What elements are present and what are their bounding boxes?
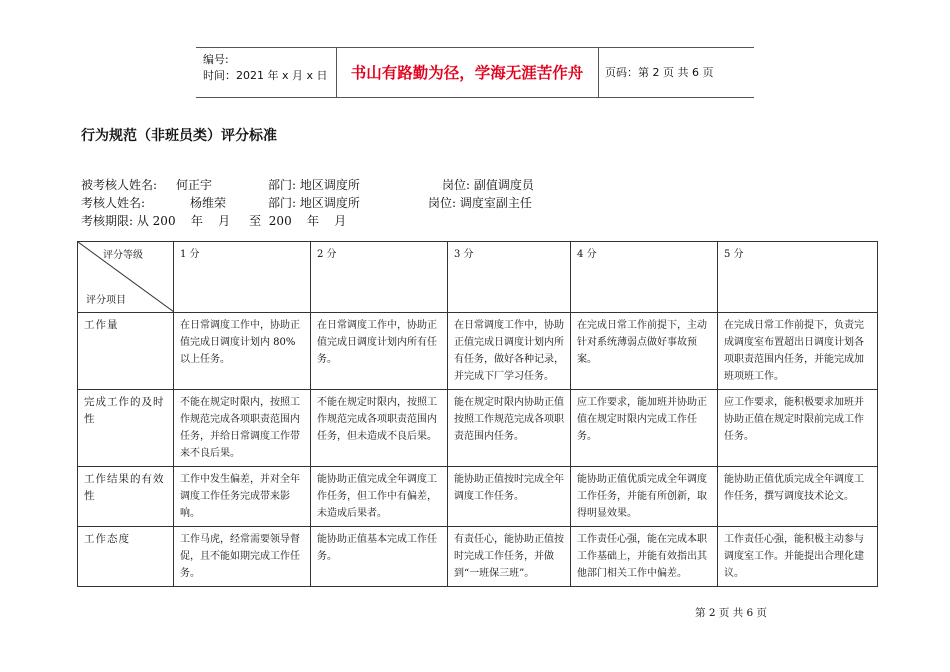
table-cell: 工作责任心强，能在完成本职工作基础上，并能有效指出其他部门相关工作中偏差。 bbox=[571, 527, 718, 587]
table-cell: 在日常调度工作中，协助正值完成日调度计划内 80%以上任务。 bbox=[174, 313, 311, 390]
row-item-label: 工作态度 bbox=[78, 527, 174, 587]
table-cell: 工作马虎，经常需要领导督促，且不能如期完成工作任务。 bbox=[174, 527, 311, 587]
table-cell: 能协助正值优质完成全年调度工作任务，并能有所创新，取得明显效果。 bbox=[571, 467, 718, 527]
assessor-dept: 部门: 地区调度所 bbox=[268, 196, 360, 210]
page-header bbox=[196, 47, 754, 98]
table-row bbox=[78, 313, 878, 390]
corner-level-label: 评分等级 bbox=[103, 250, 143, 261]
assessee-label: 被考核人姓名: bbox=[81, 178, 158, 192]
assessment-period: 考核期限: 从 200 年 月 至 200 年 月 bbox=[81, 214, 347, 228]
header-divider bbox=[598, 48, 599, 97]
page-footer: 第 2 页 共 6 页 bbox=[695, 607, 768, 619]
corner-item-label: 评分项目 bbox=[86, 295, 126, 306]
scoring-table bbox=[77, 241, 878, 587]
row-item-label: 工作结果的有效性 bbox=[78, 467, 174, 527]
assessee-post: 岗位: 副值调度员 bbox=[442, 178, 534, 192]
assessor-post: 岗位: 调度室副主任 bbox=[428, 196, 532, 210]
table-cell: 工作责任心强，能积极主动参与调度室工作。并能提出合理化建议。 bbox=[718, 527, 878, 587]
table-cell: 能协助正值优质完成全年调度工作任务，撰写调度技术论文。 bbox=[718, 467, 878, 527]
table-cell: 能在规定时限内协助正值按照工作规范完成各项职责范围内任务。 bbox=[448, 390, 571, 467]
row-item-label: 工作量 bbox=[78, 313, 174, 390]
table-row bbox=[78, 467, 878, 527]
document-time-label: 时间：2021 年 x 月 x 日 bbox=[203, 69, 328, 82]
table-cell: 在日常调度工作中，协助正值完成日调度计划内所有任务，做好各种记录，并完成下厂学习任务。 bbox=[448, 313, 571, 390]
table-header-row bbox=[78, 242, 878, 313]
header-right bbox=[337, 48, 799, 97]
header-motto: 书山有路勤为径，学海无涯苦作舟 bbox=[350, 63, 584, 82]
level-header: 5 分 bbox=[718, 242, 878, 313]
table-cell: 不能在规定时限内，按照工作规范完成各项职责范围内任务，并给日常调度工作带来不良后果。 bbox=[174, 390, 311, 467]
document-number-label: 编号: bbox=[203, 53, 229, 66]
table-cell: 能协助正值基本完成工作任务。 bbox=[311, 527, 448, 587]
header-meta bbox=[196, 48, 337, 97]
level-header: 4 分 bbox=[571, 242, 718, 313]
table-cell: 有责任心，能协助正值按时完成工作任务，并做到“一班保三班”。 bbox=[448, 527, 571, 587]
table-row bbox=[78, 390, 878, 467]
assessee-name: 何正宇 bbox=[176, 178, 213, 192]
header-page-indicator: 页码：第 2 页 共 6 页 bbox=[605, 66, 714, 79]
table-cell: 在完成日常工作前提下，负责完成调度室布置超出日调度计划各项职责范围内任务，并能完成加班项班工作。 bbox=[718, 313, 878, 390]
table-cell: 应工作要求，能加班并协助正值在规定时限内完成工作任务。 bbox=[571, 390, 718, 467]
table-row bbox=[78, 527, 878, 587]
table-cell: 不能在规定时限内，按照工作规范完成各项职责范围内任务，但未造成不良后果。 bbox=[311, 390, 448, 467]
level-header: 2 分 bbox=[311, 242, 448, 313]
assessor-name: 杨维荣 bbox=[190, 196, 227, 210]
table-cell: 应工作要求，能积极要求加班并协助正值在规定时限前完成工作任务。 bbox=[718, 390, 878, 467]
table-cell: 能协助正值按时完成全年调度工作任务。 bbox=[448, 467, 571, 527]
table-corner-cell bbox=[78, 242, 174, 313]
assessor-label: 考核人姓名: bbox=[81, 196, 146, 210]
table-cell: 能协助正值完成全年调度工作任务，但工作中有偏差，未造成后果者。 bbox=[311, 467, 448, 527]
level-header: 1 分 bbox=[174, 242, 311, 313]
assessee-dept: 部门: 地区调度所 bbox=[268, 178, 360, 192]
table-cell: 在日常调度工作中，协助正值完成日调度计划内所有任务。 bbox=[311, 313, 448, 390]
document-title: 行为规范（非班员类）评分标准 bbox=[81, 128, 277, 144]
level-header: 3 分 bbox=[448, 242, 571, 313]
row-item-label: 完成工作的及时性 bbox=[78, 390, 174, 467]
table-cell: 工作中发生偏差，并对全年调度工作任务完成带来影响。 bbox=[174, 467, 311, 527]
table-cell: 在完成日常工作前提下，主动针对系统薄弱点做好事故预案。 bbox=[571, 313, 718, 390]
